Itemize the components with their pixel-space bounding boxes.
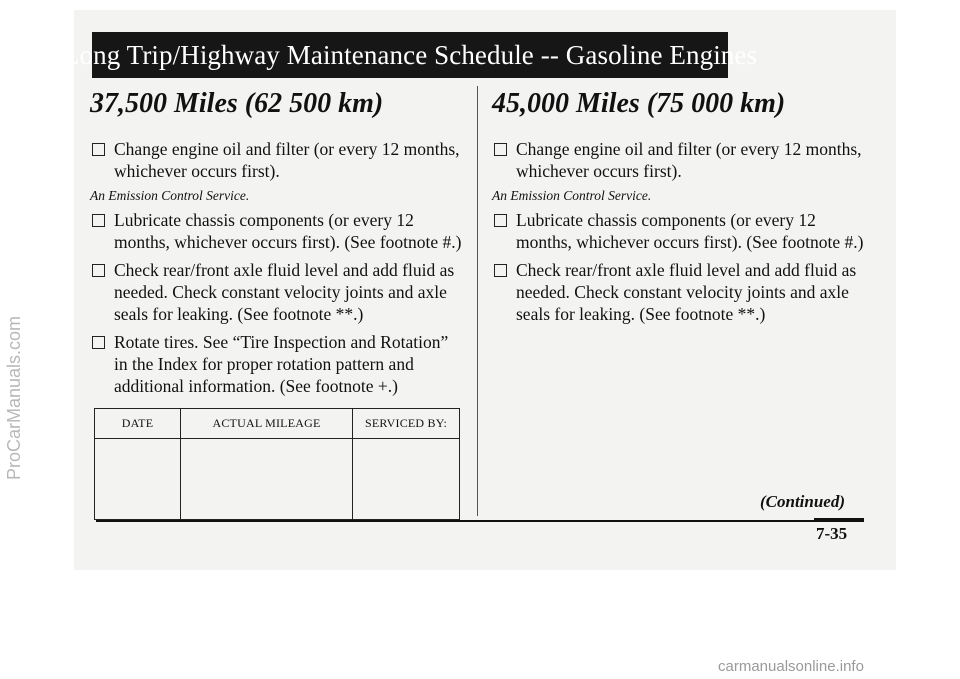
checklist-item: Lubricate chassis components (or every 12 months, whichever occurs first). (See footnote #.) bbox=[492, 209, 864, 253]
service-record-table bbox=[94, 408, 460, 520]
checklist-item: Lubricate chassis components (or every 12 months, whichever occurs first). (See footnote #.) bbox=[90, 209, 462, 253]
watermark-text: ProCarManuals.com bbox=[4, 315, 24, 480]
left-heading: 37,500 Miles (62 500 km) bbox=[90, 88, 384, 119]
checklist-item: Check rear/front axle fluid level and add fluid as needed. Check constant velocity joints and axle seals for leaking. (See footnote **.) bbox=[492, 259, 864, 325]
table-header-serviced-by: SERVICED BY: bbox=[353, 409, 460, 439]
table-header-mileage: ACTUAL MILEAGE bbox=[181, 409, 353, 439]
page-number: 7-35 bbox=[816, 524, 848, 543]
continued-label: (Continued) bbox=[760, 492, 846, 511]
checkbox[interactable] bbox=[92, 336, 105, 349]
mileage-cell[interactable] bbox=[181, 439, 353, 520]
schedule-banner bbox=[62, 32, 758, 78]
banner-title: Long Trip/Highway Maintenance Schedule -- Gasoline Engines bbox=[62, 39, 758, 70]
date-cell[interactable] bbox=[95, 439, 181, 520]
column-divider bbox=[477, 86, 478, 516]
bottom-rule bbox=[96, 520, 864, 522]
checkbox[interactable] bbox=[92, 264, 105, 277]
emission-note: An Emission Control Service. bbox=[90, 188, 250, 203]
page-number-rule bbox=[814, 518, 864, 520]
checklist-item: Rotate tires. See “Tire Inspection and Rotation” in the Index for proper rotation pattern and additional information. (See footnote +.) bbox=[90, 331, 462, 397]
checkbox[interactable] bbox=[494, 143, 507, 156]
footer-site-text: carmanualsonline.info bbox=[718, 658, 864, 675]
checkbox[interactable] bbox=[92, 214, 105, 227]
checkbox[interactable] bbox=[494, 214, 507, 227]
right-heading: 45,000 Miles (75 000 km) bbox=[492, 88, 786, 119]
table-header-date: DATE bbox=[95, 409, 181, 439]
checkbox[interactable] bbox=[494, 264, 507, 277]
emission-note: An Emission Control Service. bbox=[492, 188, 652, 203]
left-column bbox=[90, 88, 462, 397]
checkbox[interactable] bbox=[92, 143, 105, 156]
checklist-item: Check rear/front axle fluid level and add fluid as needed. Check constant velocity joints and axle seals for leaking. (See footnote **.) bbox=[90, 259, 462, 325]
checklist-item: Change engine oil and filter (or every 12 months, whichever occurs first). bbox=[492, 138, 864, 182]
checklist-item: Change engine oil and filter (or every 12 months, whichever occurs first). bbox=[90, 138, 462, 182]
serviced-by-cell[interactable] bbox=[353, 439, 460, 520]
right-column bbox=[492, 88, 864, 325]
